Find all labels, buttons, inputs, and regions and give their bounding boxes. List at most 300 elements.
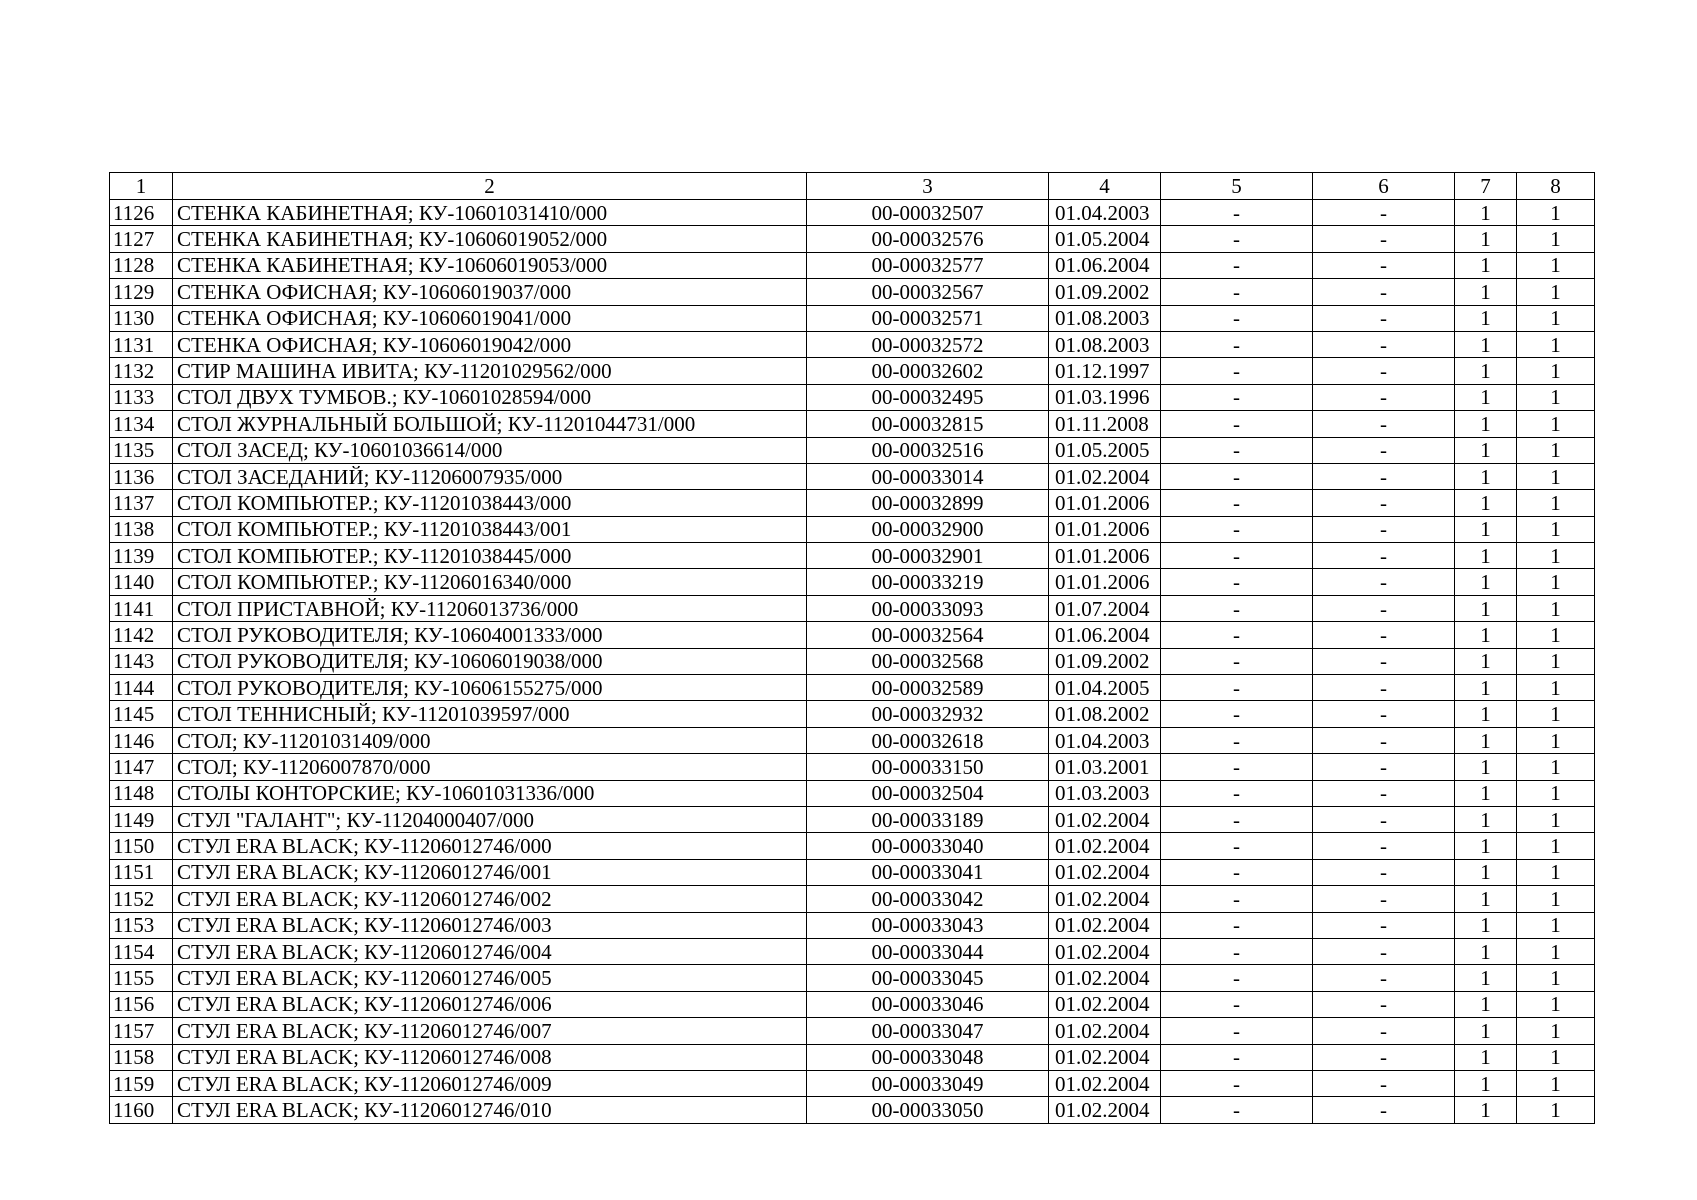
- inventory-number-cell: 00-00033050: [807, 1097, 1049, 1123]
- col7-value-cell: 1: [1455, 463, 1517, 489]
- inventory-number-cell: 00-00032516: [807, 437, 1049, 463]
- col6-value-cell: -: [1313, 543, 1455, 569]
- table-row: [110, 569, 1595, 595]
- col5-value-cell: -: [1161, 384, 1313, 410]
- date-cell: 01.03.1996: [1049, 384, 1161, 410]
- table-row: [110, 252, 1595, 278]
- col5-value-cell: -: [1161, 675, 1313, 701]
- col8-value-cell: 1: [1517, 622, 1595, 648]
- col7-value-cell: 1: [1455, 569, 1517, 595]
- col6-value-cell: -: [1313, 305, 1455, 331]
- date-cell: 01.02.2004: [1049, 1097, 1161, 1123]
- item-name-cell: СТОЛ ПРИСТАВНОЙ; КУ-11206013736/000: [173, 595, 807, 621]
- inventory-number-cell: 00-00032564: [807, 622, 1049, 648]
- col5-value-cell: -: [1161, 595, 1313, 621]
- inventory-number-cell: 00-00033040: [807, 833, 1049, 859]
- row-number-cell: 1156: [110, 991, 173, 1017]
- date-cell: 01.08.2002: [1049, 701, 1161, 727]
- col5-value-cell: -: [1161, 463, 1313, 489]
- inventory-number-cell: 00-00032567: [807, 279, 1049, 305]
- row-number-cell: 1128: [110, 252, 173, 278]
- date-cell: 01.04.2005: [1049, 675, 1161, 701]
- row-number-cell: 1145: [110, 701, 173, 727]
- col8-value-cell: 1: [1517, 411, 1595, 437]
- item-name-cell: СТОЛ ТЕННИСНЫЙ; КУ-11201039597/000: [173, 701, 807, 727]
- row-number-cell: 1159: [110, 1070, 173, 1096]
- col5-value-cell: -: [1161, 938, 1313, 964]
- date-cell: 01.02.2004: [1049, 938, 1161, 964]
- col8-value-cell: 1: [1517, 305, 1595, 331]
- col7-value-cell: 1: [1455, 411, 1517, 437]
- col7-value-cell: 1: [1455, 886, 1517, 912]
- col6-value-cell: -: [1313, 331, 1455, 357]
- col8-value-cell: 1: [1517, 200, 1595, 226]
- inventory-number-cell: 00-00032589: [807, 675, 1049, 701]
- table-row: [110, 833, 1595, 859]
- col6-value-cell: -: [1313, 754, 1455, 780]
- col5-value-cell: -: [1161, 780, 1313, 806]
- table-row: [110, 279, 1595, 305]
- inventory-number-cell: 00-00033219: [807, 569, 1049, 595]
- col8-value-cell: 1: [1517, 1097, 1595, 1123]
- col5-value-cell: -: [1161, 252, 1313, 278]
- item-name-cell: СТОЛ РУКОВОДИТЕЛЯ; КУ-10606155275/000: [173, 675, 807, 701]
- date-cell: 01.04.2003: [1049, 200, 1161, 226]
- date-cell: 01.05.2004: [1049, 226, 1161, 252]
- date-cell: 01.02.2004: [1049, 463, 1161, 489]
- col8-value-cell: 1: [1517, 463, 1595, 489]
- col7-value-cell: 1: [1455, 991, 1517, 1017]
- col8-value-cell: 1: [1517, 1044, 1595, 1070]
- item-name-cell: СТОЛ ЗАСЕД; КУ-10601036614/000: [173, 437, 807, 463]
- col7-value-cell: 1: [1455, 727, 1517, 753]
- item-name-cell: СТОЛ РУКОВОДИТЕЛЯ; КУ-10606019038/000: [173, 648, 807, 674]
- item-name-cell: СТОЛ; КУ-11206007870/000: [173, 754, 807, 780]
- item-name-cell: СТОЛ КОМПЬЮТЕР.; КУ-11201038445/000: [173, 543, 807, 569]
- col7-value-cell: 1: [1455, 938, 1517, 964]
- inventory-number-cell: 00-00033046: [807, 991, 1049, 1017]
- date-cell: 01.09.2002: [1049, 648, 1161, 674]
- col6-value-cell: -: [1313, 701, 1455, 727]
- date-cell: 01.02.2004: [1049, 1018, 1161, 1044]
- col5-value-cell: -: [1161, 331, 1313, 357]
- row-number-cell: 1140: [110, 569, 173, 595]
- header-cell-7: 7: [1455, 173, 1517, 200]
- row-number-cell: 1137: [110, 490, 173, 516]
- col7-value-cell: 1: [1455, 1097, 1517, 1123]
- col5-value-cell: -: [1161, 543, 1313, 569]
- header-cell-8: 8: [1517, 173, 1595, 200]
- col5-value-cell: -: [1161, 991, 1313, 1017]
- row-number-cell: 1136: [110, 463, 173, 489]
- col7-value-cell: 1: [1455, 1018, 1517, 1044]
- col6-value-cell: -: [1313, 463, 1455, 489]
- col5-value-cell: -: [1161, 1070, 1313, 1096]
- inventory-number-cell: 00-00032577: [807, 252, 1049, 278]
- row-number-cell: 1150: [110, 833, 173, 859]
- col5-value-cell: -: [1161, 886, 1313, 912]
- col6-value-cell: -: [1313, 252, 1455, 278]
- col5-value-cell: -: [1161, 279, 1313, 305]
- table-row: [110, 463, 1595, 489]
- col5-value-cell: -: [1161, 727, 1313, 753]
- inventory-number-cell: 00-00032495: [807, 384, 1049, 410]
- item-name-cell: СТОЛЫ КОНТОРСКИЕ; КУ-10601031336/000: [173, 780, 807, 806]
- col6-value-cell: -: [1313, 569, 1455, 595]
- col7-value-cell: 1: [1455, 1044, 1517, 1070]
- item-name-cell: СТУЛ ERA BLACK; КУ-11206012746/008: [173, 1044, 807, 1070]
- item-name-cell: СТУЛ "ГАЛАНТ"; КУ-11204000407/000: [173, 806, 807, 832]
- date-cell: 01.01.2006: [1049, 490, 1161, 516]
- inventory-number-cell: 00-00033041: [807, 859, 1049, 885]
- header-cell-2: 2: [173, 173, 807, 200]
- inventory-number-cell: 00-00032504: [807, 780, 1049, 806]
- col6-value-cell: -: [1313, 1018, 1455, 1044]
- date-cell: 01.08.2003: [1049, 305, 1161, 331]
- date-cell: 01.05.2005: [1049, 437, 1161, 463]
- item-name-cell: СТУЛ ERA BLACK; КУ-11206012746/005: [173, 965, 807, 991]
- col5-value-cell: -: [1161, 965, 1313, 991]
- col6-value-cell: -: [1313, 648, 1455, 674]
- col5-value-cell: -: [1161, 754, 1313, 780]
- col7-value-cell: 1: [1455, 252, 1517, 278]
- date-cell: 01.01.2006: [1049, 516, 1161, 542]
- item-name-cell: СТОЛ ДВУХ ТУМБОВ.; КУ-10601028594/000: [173, 384, 807, 410]
- col6-value-cell: -: [1313, 411, 1455, 437]
- col8-value-cell: 1: [1517, 1070, 1595, 1096]
- col5-value-cell: -: [1161, 912, 1313, 938]
- col7-value-cell: 1: [1455, 648, 1517, 674]
- inventory-number-cell: 00-00033093: [807, 595, 1049, 621]
- col6-value-cell: -: [1313, 1044, 1455, 1070]
- col7-value-cell: 1: [1455, 754, 1517, 780]
- col5-value-cell: -: [1161, 648, 1313, 674]
- col8-value-cell: 1: [1517, 833, 1595, 859]
- item-name-cell: СТУЛ ERA BLACK; КУ-11206012746/003: [173, 912, 807, 938]
- col6-value-cell: -: [1313, 490, 1455, 516]
- row-number-cell: 1126: [110, 200, 173, 226]
- col7-value-cell: 1: [1455, 833, 1517, 859]
- row-number-cell: 1135: [110, 437, 173, 463]
- col8-value-cell: 1: [1517, 490, 1595, 516]
- item-name-cell: СТЕНКА КАБИНЕТНАЯ; КУ-10601031410/000: [173, 200, 807, 226]
- col8-value-cell: 1: [1517, 991, 1595, 1017]
- table-row: [110, 754, 1595, 780]
- col5-value-cell: -: [1161, 411, 1313, 437]
- col8-value-cell: 1: [1517, 727, 1595, 753]
- col7-value-cell: 1: [1455, 490, 1517, 516]
- table-row: [110, 912, 1595, 938]
- inventory-number-cell: 00-00033150: [807, 754, 1049, 780]
- col7-value-cell: 1: [1455, 516, 1517, 542]
- col6-value-cell: -: [1313, 912, 1455, 938]
- col5-value-cell: -: [1161, 859, 1313, 885]
- col6-value-cell: -: [1313, 358, 1455, 384]
- col8-value-cell: 1: [1517, 886, 1595, 912]
- col8-value-cell: 1: [1517, 279, 1595, 305]
- inventory-number-cell: 00-00033014: [807, 463, 1049, 489]
- inventory-number-cell: 00-00033048: [807, 1044, 1049, 1070]
- table-row: [110, 780, 1595, 806]
- date-cell: 01.02.2004: [1049, 991, 1161, 1017]
- col8-value-cell: 1: [1517, 754, 1595, 780]
- col6-value-cell: -: [1313, 727, 1455, 753]
- table-row: [110, 727, 1595, 753]
- inventory-number-cell: 00-00033042: [807, 886, 1049, 912]
- inventory-number-cell: 00-00033049: [807, 1070, 1049, 1096]
- row-number-cell: 1153: [110, 912, 173, 938]
- col6-value-cell: -: [1313, 780, 1455, 806]
- col8-value-cell: 1: [1517, 859, 1595, 885]
- table-row: [110, 701, 1595, 727]
- inventory-number-cell: 00-00032618: [807, 727, 1049, 753]
- row-number-cell: 1158: [110, 1044, 173, 1070]
- date-cell: 01.02.2004: [1049, 965, 1161, 991]
- col6-value-cell: -: [1313, 200, 1455, 226]
- row-number-cell: 1160: [110, 1097, 173, 1123]
- table-row: [110, 490, 1595, 516]
- inventory-number-cell: 00-00033044: [807, 938, 1049, 964]
- table-row: [110, 886, 1595, 912]
- table-row: [110, 648, 1595, 674]
- col6-value-cell: -: [1313, 806, 1455, 832]
- col6-value-cell: -: [1313, 595, 1455, 621]
- item-name-cell: СТЕНКА КАБИНЕТНАЯ; КУ-10606019052/000: [173, 226, 807, 252]
- row-number-cell: 1154: [110, 938, 173, 964]
- row-number-cell: 1147: [110, 754, 173, 780]
- table-row: [110, 437, 1595, 463]
- item-name-cell: СТОЛ РУКОВОДИТЕЛЯ; КУ-10604001333/000: [173, 622, 807, 648]
- date-cell: 01.09.2002: [1049, 279, 1161, 305]
- item-name-cell: СТОЛ КОМПЬЮТЕР.; КУ-11201038443/001: [173, 516, 807, 542]
- col8-value-cell: 1: [1517, 806, 1595, 832]
- row-number-cell: 1133: [110, 384, 173, 410]
- row-number-cell: 1144: [110, 675, 173, 701]
- item-name-cell: СТУЛ ERA BLACK; КУ-11206012746/002: [173, 886, 807, 912]
- col8-value-cell: 1: [1517, 780, 1595, 806]
- item-name-cell: СТОЛ ЗАСЕДАНИЙ; КУ-11206007935/000: [173, 463, 807, 489]
- item-name-cell: СТИР МАШИНА ИВИТА; КУ-11201029562/000: [173, 358, 807, 384]
- col7-value-cell: 1: [1455, 701, 1517, 727]
- date-cell: 01.02.2004: [1049, 886, 1161, 912]
- row-number-cell: 1149: [110, 806, 173, 832]
- table-row: [110, 622, 1595, 648]
- col8-value-cell: 1: [1517, 543, 1595, 569]
- row-number-cell: 1142: [110, 622, 173, 648]
- col8-value-cell: 1: [1517, 384, 1595, 410]
- col7-value-cell: 1: [1455, 358, 1517, 384]
- col5-value-cell: -: [1161, 305, 1313, 331]
- col5-value-cell: -: [1161, 516, 1313, 542]
- col8-value-cell: 1: [1517, 965, 1595, 991]
- col5-value-cell: -: [1161, 490, 1313, 516]
- table-header: [110, 173, 1595, 200]
- row-number-cell: 1141: [110, 595, 173, 621]
- col5-value-cell: -: [1161, 806, 1313, 832]
- table-row: [110, 543, 1595, 569]
- item-name-cell: СТОЛ ЖУРНАЛЬНЫЙ БОЛЬШОЙ; КУ-11201044731/000: [173, 411, 807, 437]
- item-name-cell: СТУЛ ERA BLACK; КУ-11206012746/006: [173, 991, 807, 1017]
- header-cell-3: 3: [807, 173, 1049, 200]
- inventory-number-cell: 00-00033189: [807, 806, 1049, 832]
- col6-value-cell: -: [1313, 384, 1455, 410]
- col7-value-cell: 1: [1455, 226, 1517, 252]
- col6-value-cell: -: [1313, 1097, 1455, 1123]
- col8-value-cell: 1: [1517, 331, 1595, 357]
- col7-value-cell: 1: [1455, 595, 1517, 621]
- table-row: [110, 859, 1595, 885]
- col5-value-cell: -: [1161, 200, 1313, 226]
- date-cell: 01.02.2004: [1049, 859, 1161, 885]
- col5-value-cell: -: [1161, 622, 1313, 648]
- col5-value-cell: -: [1161, 1097, 1313, 1123]
- col8-value-cell: 1: [1517, 938, 1595, 964]
- item-name-cell: СТЕНКА ОФИСНАЯ; КУ-10606019041/000: [173, 305, 807, 331]
- item-name-cell: СТЕНКА КАБИНЕТНАЯ; КУ-10606019053/000: [173, 252, 807, 278]
- item-name-cell: СТУЛ ERA BLACK; КУ-11206012746/001: [173, 859, 807, 885]
- header-cell-4: 4: [1049, 173, 1161, 200]
- row-number-cell: 1146: [110, 727, 173, 753]
- col5-value-cell: -: [1161, 833, 1313, 859]
- table-row: [110, 516, 1595, 542]
- col6-value-cell: -: [1313, 437, 1455, 463]
- item-name-cell: СТУЛ ERA BLACK; КУ-11206012746/004: [173, 938, 807, 964]
- item-name-cell: СТУЛ ERA BLACK; КУ-11206012746/000: [173, 833, 807, 859]
- col5-value-cell: -: [1161, 1018, 1313, 1044]
- table-row: [110, 1018, 1595, 1044]
- row-number-cell: 1132: [110, 358, 173, 384]
- date-cell: 01.01.2006: [1049, 569, 1161, 595]
- table-row: [110, 305, 1595, 331]
- date-cell: 01.03.2001: [1049, 754, 1161, 780]
- table-body: [110, 200, 1595, 1124]
- inventory-number-cell: 00-00032899: [807, 490, 1049, 516]
- col6-value-cell: -: [1313, 279, 1455, 305]
- item-name-cell: СТЕНКА ОФИСНАЯ; КУ-10606019042/000: [173, 331, 807, 357]
- inventory-number-cell: 00-00032571: [807, 305, 1049, 331]
- item-name-cell: СТОЛ КОМПЬЮТЕР.; КУ-11201038443/000: [173, 490, 807, 516]
- inventory-number-cell: 00-00032507: [807, 200, 1049, 226]
- col8-value-cell: 1: [1517, 252, 1595, 278]
- date-cell: 01.08.2003: [1049, 331, 1161, 357]
- date-cell: 01.04.2003: [1049, 727, 1161, 753]
- col5-value-cell: -: [1161, 437, 1313, 463]
- item-name-cell: СТУЛ ERA BLACK; КУ-11206012746/007: [173, 1018, 807, 1044]
- inventory-table: [109, 172, 1595, 1124]
- table-row: [110, 200, 1595, 226]
- date-cell: 01.02.2004: [1049, 912, 1161, 938]
- item-name-cell: СТУЛ ERA BLACK; КУ-11206012746/009: [173, 1070, 807, 1096]
- header-cell-5: 5: [1161, 173, 1313, 200]
- table-row: [110, 1070, 1595, 1096]
- row-number-cell: 1127: [110, 226, 173, 252]
- col7-value-cell: 1: [1455, 279, 1517, 305]
- row-number-cell: 1151: [110, 859, 173, 885]
- row-number-cell: 1143: [110, 648, 173, 674]
- inventory-number-cell: 00-00032602: [807, 358, 1049, 384]
- table-row: [110, 991, 1595, 1017]
- date-cell: 01.11.2008: [1049, 411, 1161, 437]
- col5-value-cell: -: [1161, 358, 1313, 384]
- col6-value-cell: -: [1313, 622, 1455, 648]
- row-number-cell: 1148: [110, 780, 173, 806]
- col7-value-cell: 1: [1455, 305, 1517, 331]
- col8-value-cell: 1: [1517, 701, 1595, 727]
- inventory-number-cell: 00-00032576: [807, 226, 1049, 252]
- table-row: [110, 938, 1595, 964]
- table-row: [110, 1044, 1595, 1070]
- table-row: [110, 226, 1595, 252]
- row-number-cell: 1155: [110, 965, 173, 991]
- row-number-cell: 1139: [110, 543, 173, 569]
- item-name-cell: СТОЛ КОМПЬЮТЕР.; КУ-11206016340/000: [173, 569, 807, 595]
- date-cell: 01.01.2006: [1049, 543, 1161, 569]
- table-row: [110, 675, 1595, 701]
- header-cell-6: 6: [1313, 173, 1455, 200]
- col6-value-cell: -: [1313, 226, 1455, 252]
- row-number-cell: 1129: [110, 279, 173, 305]
- col6-value-cell: -: [1313, 859, 1455, 885]
- inventory-number-cell: 00-00032900: [807, 516, 1049, 542]
- col7-value-cell: 1: [1455, 437, 1517, 463]
- col6-value-cell: -: [1313, 1070, 1455, 1096]
- date-cell: 01.02.2004: [1049, 1044, 1161, 1070]
- inventory-number-cell: 00-00033043: [807, 912, 1049, 938]
- date-cell: 01.06.2004: [1049, 622, 1161, 648]
- col6-value-cell: -: [1313, 886, 1455, 912]
- inventory-number-cell: 00-00032572: [807, 331, 1049, 357]
- col7-value-cell: 1: [1455, 965, 1517, 991]
- col8-value-cell: 1: [1517, 595, 1595, 621]
- header-cell-1: 1: [110, 173, 173, 200]
- table-row: [110, 331, 1595, 357]
- col7-value-cell: 1: [1455, 912, 1517, 938]
- date-cell: 01.07.2004: [1049, 595, 1161, 621]
- col5-value-cell: -: [1161, 226, 1313, 252]
- col8-value-cell: 1: [1517, 358, 1595, 384]
- col8-value-cell: 1: [1517, 912, 1595, 938]
- col8-value-cell: 1: [1517, 569, 1595, 595]
- item-name-cell: СТУЛ ERA BLACK; КУ-11206012746/010: [173, 1097, 807, 1123]
- col8-value-cell: 1: [1517, 516, 1595, 542]
- col8-value-cell: 1: [1517, 226, 1595, 252]
- table-row: [110, 384, 1595, 410]
- table-row: [110, 965, 1595, 991]
- row-number-cell: 1157: [110, 1018, 173, 1044]
- table-row: [110, 1097, 1595, 1123]
- table-row: [110, 806, 1595, 832]
- col8-value-cell: 1: [1517, 675, 1595, 701]
- col5-value-cell: -: [1161, 1044, 1313, 1070]
- date-cell: 01.06.2004: [1049, 252, 1161, 278]
- row-number-cell: 1138: [110, 516, 173, 542]
- col7-value-cell: 1: [1455, 331, 1517, 357]
- row-number-cell: 1130: [110, 305, 173, 331]
- col5-value-cell: -: [1161, 701, 1313, 727]
- table-row: [110, 411, 1595, 437]
- col8-value-cell: 1: [1517, 648, 1595, 674]
- row-number-cell: 1134: [110, 411, 173, 437]
- row-number-cell: 1152: [110, 886, 173, 912]
- col8-value-cell: 1: [1517, 1018, 1595, 1044]
- inventory-number-cell: 00-00033045: [807, 965, 1049, 991]
- item-name-cell: СТЕНКА ОФИСНАЯ; КУ-10606019037/000: [173, 279, 807, 305]
- col7-value-cell: 1: [1455, 780, 1517, 806]
- date-cell: 01.02.2004: [1049, 806, 1161, 832]
- col7-value-cell: 1: [1455, 806, 1517, 832]
- item-name-cell: СТОЛ; КУ-11201031409/000: [173, 727, 807, 753]
- inventory-number-cell: 00-00033047: [807, 1018, 1049, 1044]
